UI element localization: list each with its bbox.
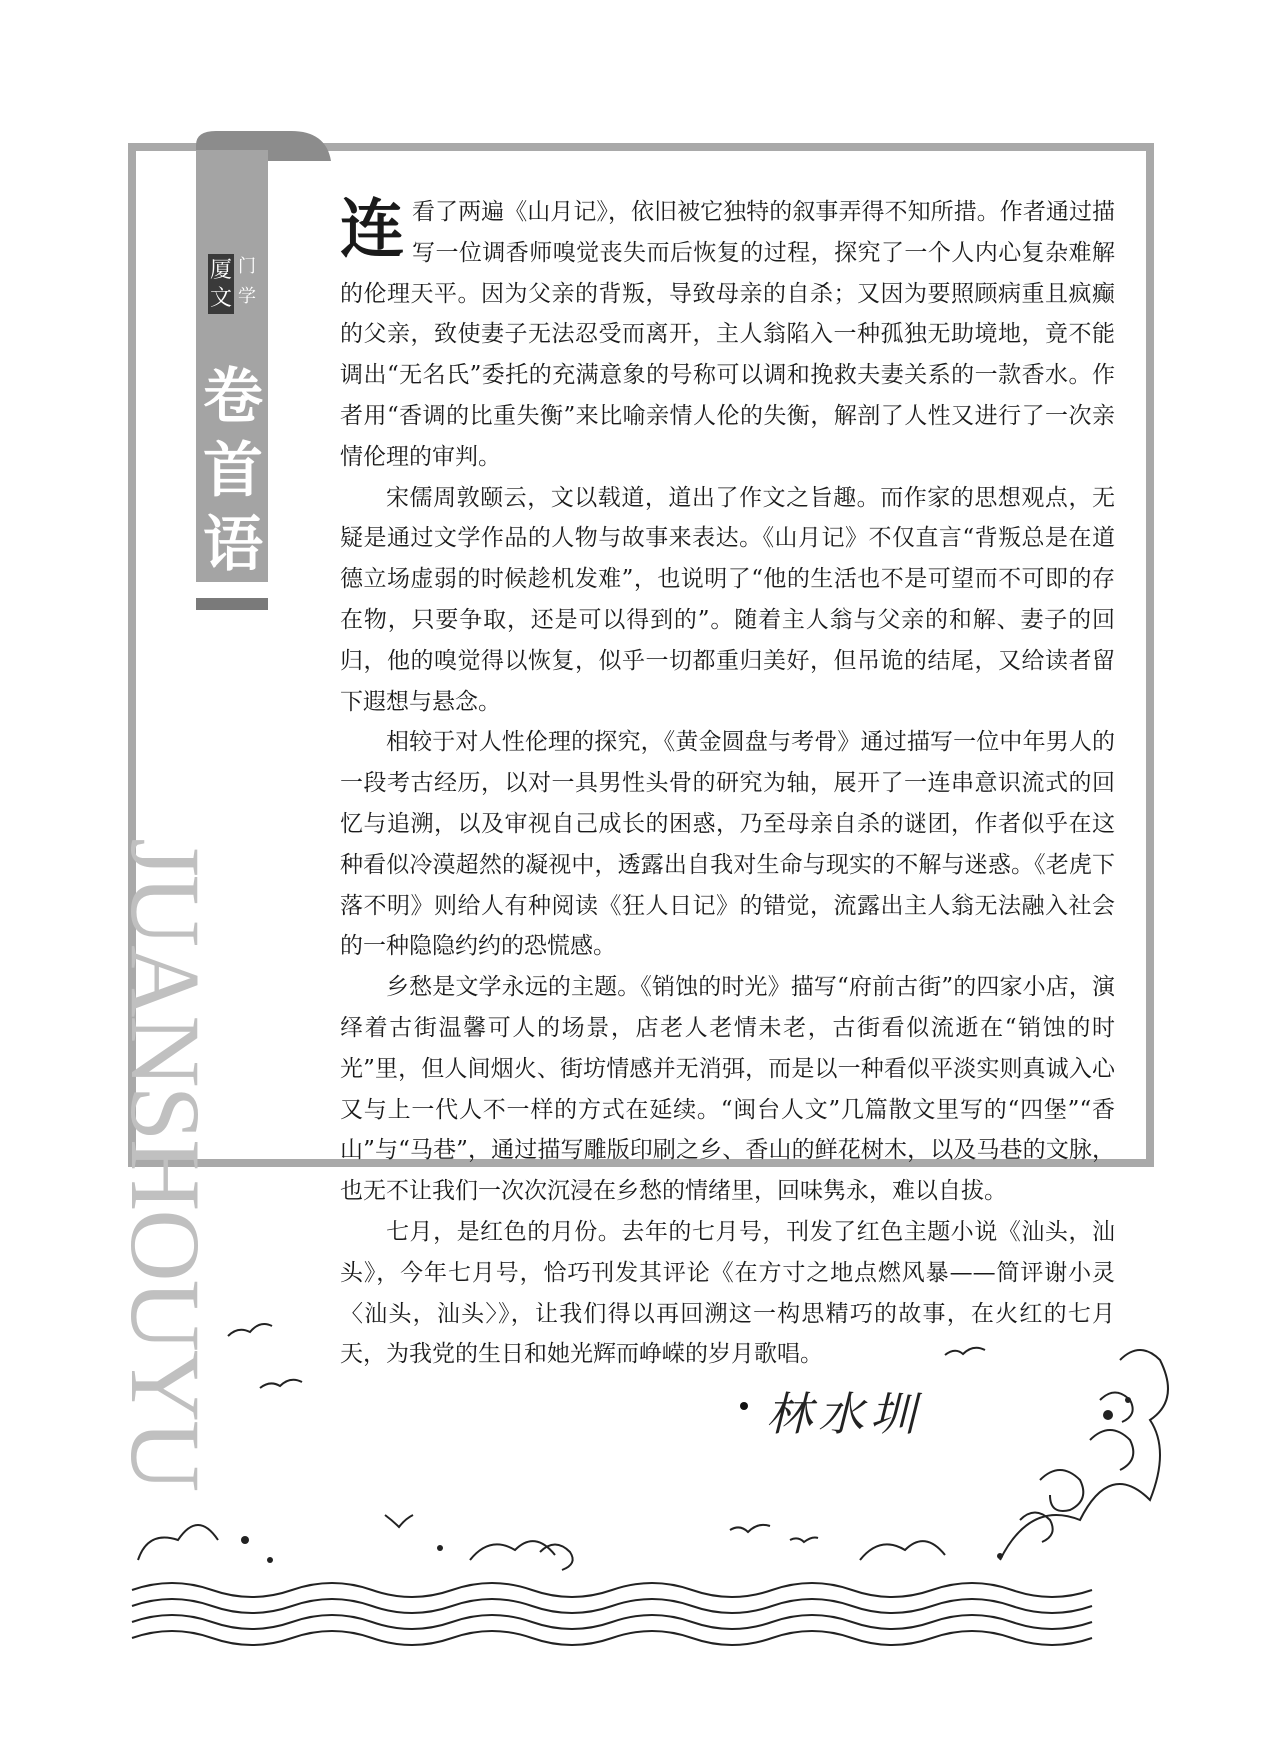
paragraph-text: 看了两遍《山月记》，依旧被它独特的叙事弄得不知所措。作者通过描写一位调香师嗅觉丧失而后恢复的过程，探究了一个人内心复杂难解的伦理天平。因为父亲的背叛，导致母亲的自杀；又因为要照顾病重且疯癫的父亲，致使妻子无法忍受而离开，主人翁陷入一种孤独无助境地，竟不能调出“无名氏”委托的充满意象的号称可以调和挽救夫妻关系的一款香水。作者用“香调的比重失衡”来比喻亲情人伦的失衡，解剖了人性又进行了一次亲情伦理的审判。 xyxy=(340,199,1115,470)
title-char: 首 xyxy=(203,436,263,506)
title-char: 卷 xyxy=(203,362,263,432)
paragraph: 宋儒周敦颐云，文以载道，道出了作文之旨趣。而作家的思想观点，无疑是通过文学作品的人物与故事来表达。《山月记》不仅直言“背叛总是在道德立场虚弱的时候趁机发难”，也说明了“他的生活也不是可望而不可即的存在物，只要争取，还是可以得到的”。随着主人翁与父亲的和解、妻子的回归，他的嗅觉得以恢复，似乎一切都重归美好，但吊诡的结尾，又给读者留下遐想与悬念。 xyxy=(340,484,1115,715)
logo-char: 文 xyxy=(210,286,233,311)
seagull-icon xyxy=(228,1324,272,1336)
dropcap: 连 xyxy=(340,192,404,267)
seagull-icon xyxy=(945,1348,985,1355)
paragraph: 乡愁是文学永远的主题。《销蚀的时光》描写“府前古街”的四家小店，演绎着古街温馨可人的场景，店老人老情未老，古街看似流逝在“销蚀的时光”里，但人间烟火、街坊情感并无消弭，而是以一种看似平淡实则真诚入心又与上一代人不一样的方式在延续。“闽台人文”几篇散文里写的“四堡”“香山”与“马巷”，通过描写雕版印刷之乡、香山的鲜花树木，以及马巷的文脉，也无不让我们一次次沉浸在乡愁的情绪里，回味隽永，难以自拔。 xyxy=(340,974,1115,1205)
signature-text: 林水圳 xyxy=(766,1387,922,1441)
logo-char: 门 xyxy=(238,256,256,277)
logo-char: 厦 xyxy=(210,258,233,283)
paragraph: 七月，是红色的月份。去年的七月号，刊发了红色主题小说《汕头，汕头》，今年七月号，恰巧刊发其评论《在方寸之地点燃风暴——简评谢小灵〈汕头，汕头〉》，让我们得以再回溯这一构思精巧的故事，在火红的七月天，为我党的生日和她光辉而峥嵘的岁月歌唱。 xyxy=(340,1218,1115,1368)
logo-char: 学 xyxy=(238,286,256,307)
title-char: 语 xyxy=(203,510,263,580)
pinyin-watermark: JUANSHOUYU xyxy=(110,838,221,1491)
seagull-icon xyxy=(790,1538,818,1543)
seagull-icon xyxy=(730,1525,770,1532)
paragraph: 相较于对人性伦理的探究，《黄金圆盘与考骨》通过描写一位中年男人的一段考古经历，以对一具男性头骨的研究为轴，展开了一连串意识流式的回忆与追溯，以及审视自己成长的困惑，乃至母亲自杀的谜团，作者似乎在这种看似冷漠超然的凝视中，透露出自我对生命与现实的不解与迷惑。《老虎下落不明》则给人有种阅读《狂人日记》的错觉，流露出主人翁无法融入社会的一种隐隐约约的恐慌感。 xyxy=(340,729,1115,960)
seagull-icon xyxy=(385,1515,413,1527)
seagull-icon xyxy=(260,1380,302,1388)
